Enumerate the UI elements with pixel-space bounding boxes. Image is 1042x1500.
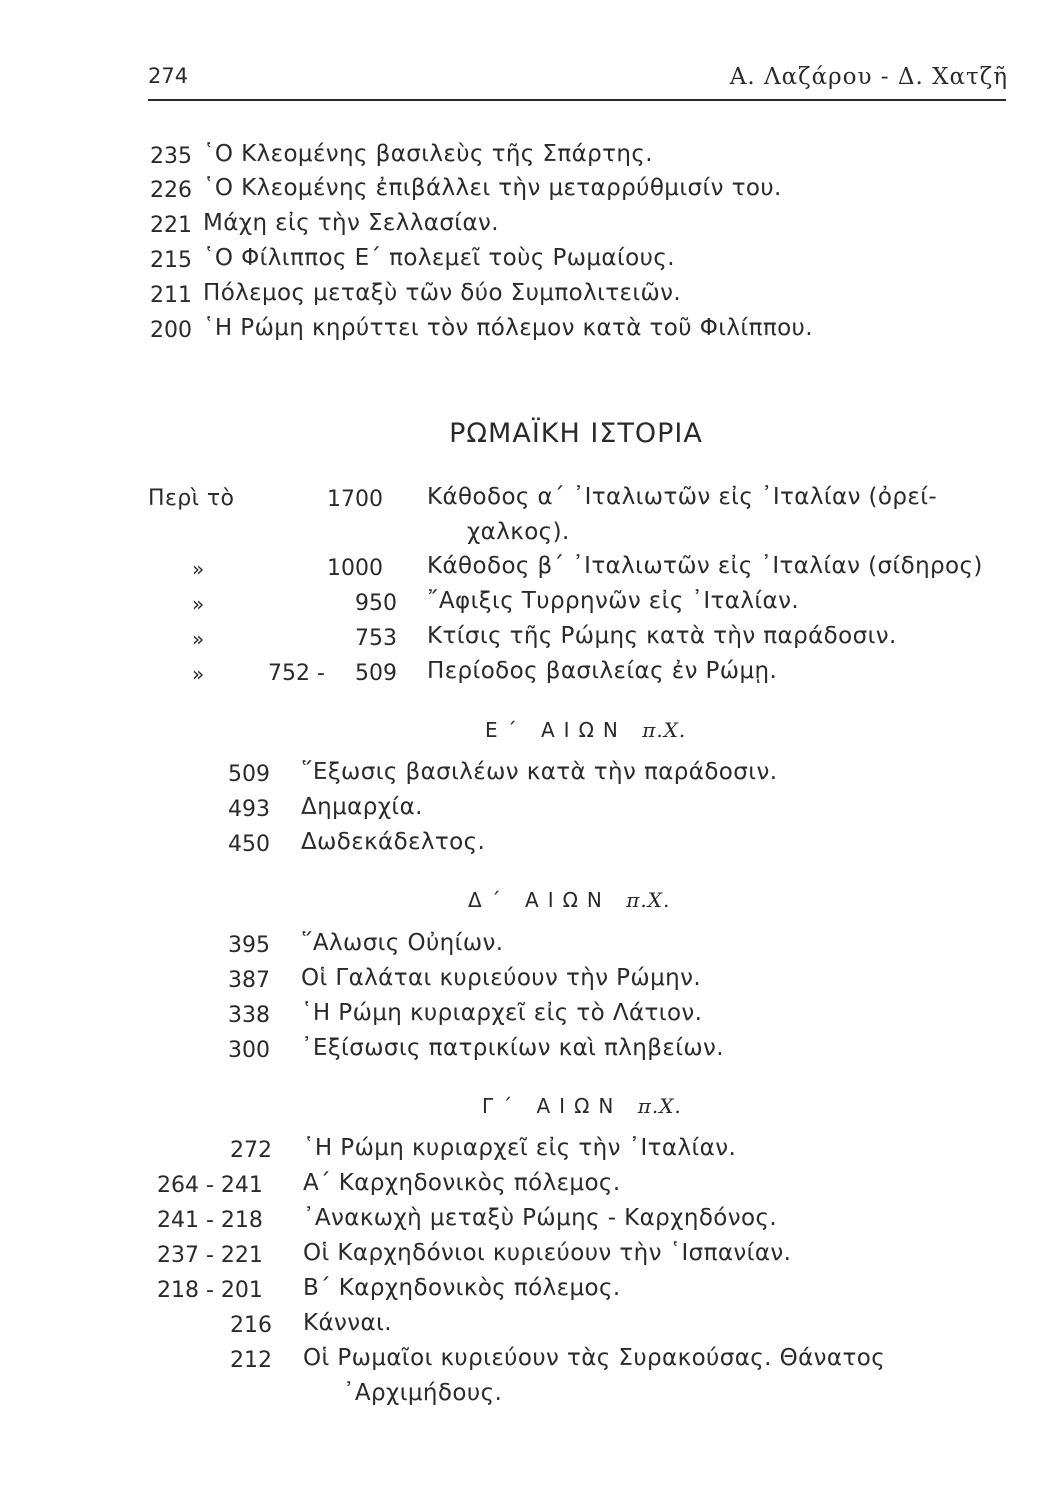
century-label: Δ΄ ΑΙΩΝ xyxy=(468,888,611,912)
entry-text: Πόλεμος μεταξὺ τῶν δύο Συμπολιτειῶν. xyxy=(203,280,682,306)
entry-text: ῞Αλωσις Οὐηίων. xyxy=(301,930,504,956)
entry-year: 218 - 201 xyxy=(157,1278,263,1303)
entry-year: 300 xyxy=(228,1038,270,1063)
running-head: Α. Λαζάρου - Δ. Χατζῆ xyxy=(729,64,1008,90)
entry-text: ῾Ο Κλεομένης βασιλεὺς τῆς Σπάρτης. xyxy=(203,141,653,167)
century-suffix: π.Χ. xyxy=(626,888,671,912)
entry-text: ῞Εξωσις βασιλέων κατὰ τὴν παράδοσιν. xyxy=(301,759,778,785)
entry-year: 241 - 218 xyxy=(157,1208,263,1233)
century-suffix: π.Χ. xyxy=(642,718,687,742)
entry-text: ῾Η Ρώμη κυριαρχεῖ εἰς τὴν ᾿Ιταλίαν. xyxy=(303,1135,737,1161)
ditto-mark: » xyxy=(192,627,205,651)
entry-text: Δημαρχία. xyxy=(301,794,423,820)
entry-text: Κάνναι. xyxy=(303,1310,392,1336)
entry-text: Β΄ Καρχηδονικὸς πόλεμος. xyxy=(303,1275,621,1301)
entry-year: 950 xyxy=(355,591,397,616)
entry-year: 237 - 221 xyxy=(157,1243,263,1268)
entry-prefix: Περὶ τὸ xyxy=(148,486,235,511)
entry-text: ῾Ο Φίλιππος Ε΄ πολεμεῖ τοὺς Ρωμαίους. xyxy=(203,245,675,271)
entry-year: 395 xyxy=(228,933,270,958)
entry-text-continued: ᾿Αρχιμήδους. xyxy=(343,1380,503,1406)
entry-year: 493 xyxy=(228,797,270,822)
century-heading xyxy=(468,888,670,912)
entry-text: Οἱ Γαλάται κυριεύουν τὴν Ρώμην. xyxy=(301,965,702,991)
entry-year: 216 xyxy=(230,1313,272,1338)
century-suffix: π.Χ. xyxy=(637,1094,682,1118)
entry-year: 235 xyxy=(150,144,192,169)
entry-year: 338 xyxy=(228,1003,270,1028)
ditto-mark: » xyxy=(192,557,205,581)
entry-year: 215 xyxy=(150,248,192,273)
century-heading xyxy=(482,1094,682,1118)
entry-text: Οἱ Καρχηδόνιοι κυριεύουν τὴν ῾Ισπανίαν. xyxy=(303,1240,792,1266)
entry-year: 264 - 241 xyxy=(157,1173,263,1198)
entry-text: ῾Ο Κλεομένης ἐπιβάλλει τὴν μεταρρύθμισίν του. xyxy=(203,175,782,201)
page-number: 274 xyxy=(148,64,189,88)
entry-year: 211 xyxy=(150,283,192,308)
entry-year: 226 xyxy=(150,178,192,203)
ditto-mark: » xyxy=(192,662,205,686)
century-heading xyxy=(485,718,686,742)
entry-text: ᾿Εξίσωσις πατρικίων καὶ πληβείων. xyxy=(301,1035,724,1061)
century-label: Ε΄ ΑΙΩΝ xyxy=(485,718,627,742)
entry-year: 212 xyxy=(230,1348,272,1373)
header-rule xyxy=(148,99,1006,101)
entry-year: 200 xyxy=(150,318,192,343)
entry-text: Κάθοδος α΄ ᾿Ιταλιωτῶν εἰς ᾿Ιταλίαν (ὀρεί- xyxy=(427,484,938,510)
entry-year: 509 xyxy=(355,661,397,686)
entry-text: ῾Η Ρώμη κυριαρχεῖ εἰς τὸ Λάτιον. xyxy=(301,1000,703,1026)
page-header xyxy=(148,64,1008,98)
entry-text: Οἱ Ρωμαῖοι κυριεύουν τὰς Συρακούσας. Θάνατος xyxy=(303,1345,886,1371)
entry-text: Μάχη εἰς τὴν Σελλασίαν. xyxy=(203,210,500,236)
section-title: ΡΩΜΑΪΚΗ ΙΣΤΟΡΙΑ xyxy=(449,418,703,449)
entry-text: Περίοδος βασιλείας ἐν Ρώμῃ. xyxy=(427,658,778,684)
entry-text-continued: χαλκος). xyxy=(467,519,570,545)
entry-year: 387 xyxy=(228,968,270,993)
entry-text: ῎Αφιξις Τυρρηνῶν εἰς ᾿Ιταλίαν. xyxy=(427,588,800,614)
ditto-mark: » xyxy=(192,592,205,616)
entry-year: 272 xyxy=(230,1138,272,1163)
entry-year: 450 xyxy=(228,832,270,857)
entry-text: ῾Η Ρώμη κηρύττει τὸν πόλεμον κατὰ τοῦ Φιλίππου. xyxy=(203,315,813,341)
entry-text: ᾿Ανακωχὴ μεταξὺ Ρώμης - Καρχηδόνος. xyxy=(303,1205,778,1231)
entry-year-from: 752 - xyxy=(268,661,325,686)
entry-year: 1700 xyxy=(327,487,383,512)
entry-year: 1000 xyxy=(327,556,383,581)
entry-text: Κάθοδος β΄ ᾿Ιταλιωτῶν εἰς ᾿Ιταλίαν (σίδηρος) xyxy=(427,553,983,579)
entry-text: Α΄ Καρχηδονικὸς πόλεμος. xyxy=(303,1170,621,1196)
entry-year: 509 xyxy=(228,762,270,787)
entry-year: 221 xyxy=(150,213,192,238)
entry-year: 753 xyxy=(355,626,397,651)
entry-text: Δωδεκάδελτος. xyxy=(301,829,486,855)
century-label: Γ΄ ΑΙΩΝ xyxy=(482,1094,623,1118)
entry-text: Κτίσις τῆς Ρώμης κατὰ τὴν παράδοσιν. xyxy=(427,623,897,649)
